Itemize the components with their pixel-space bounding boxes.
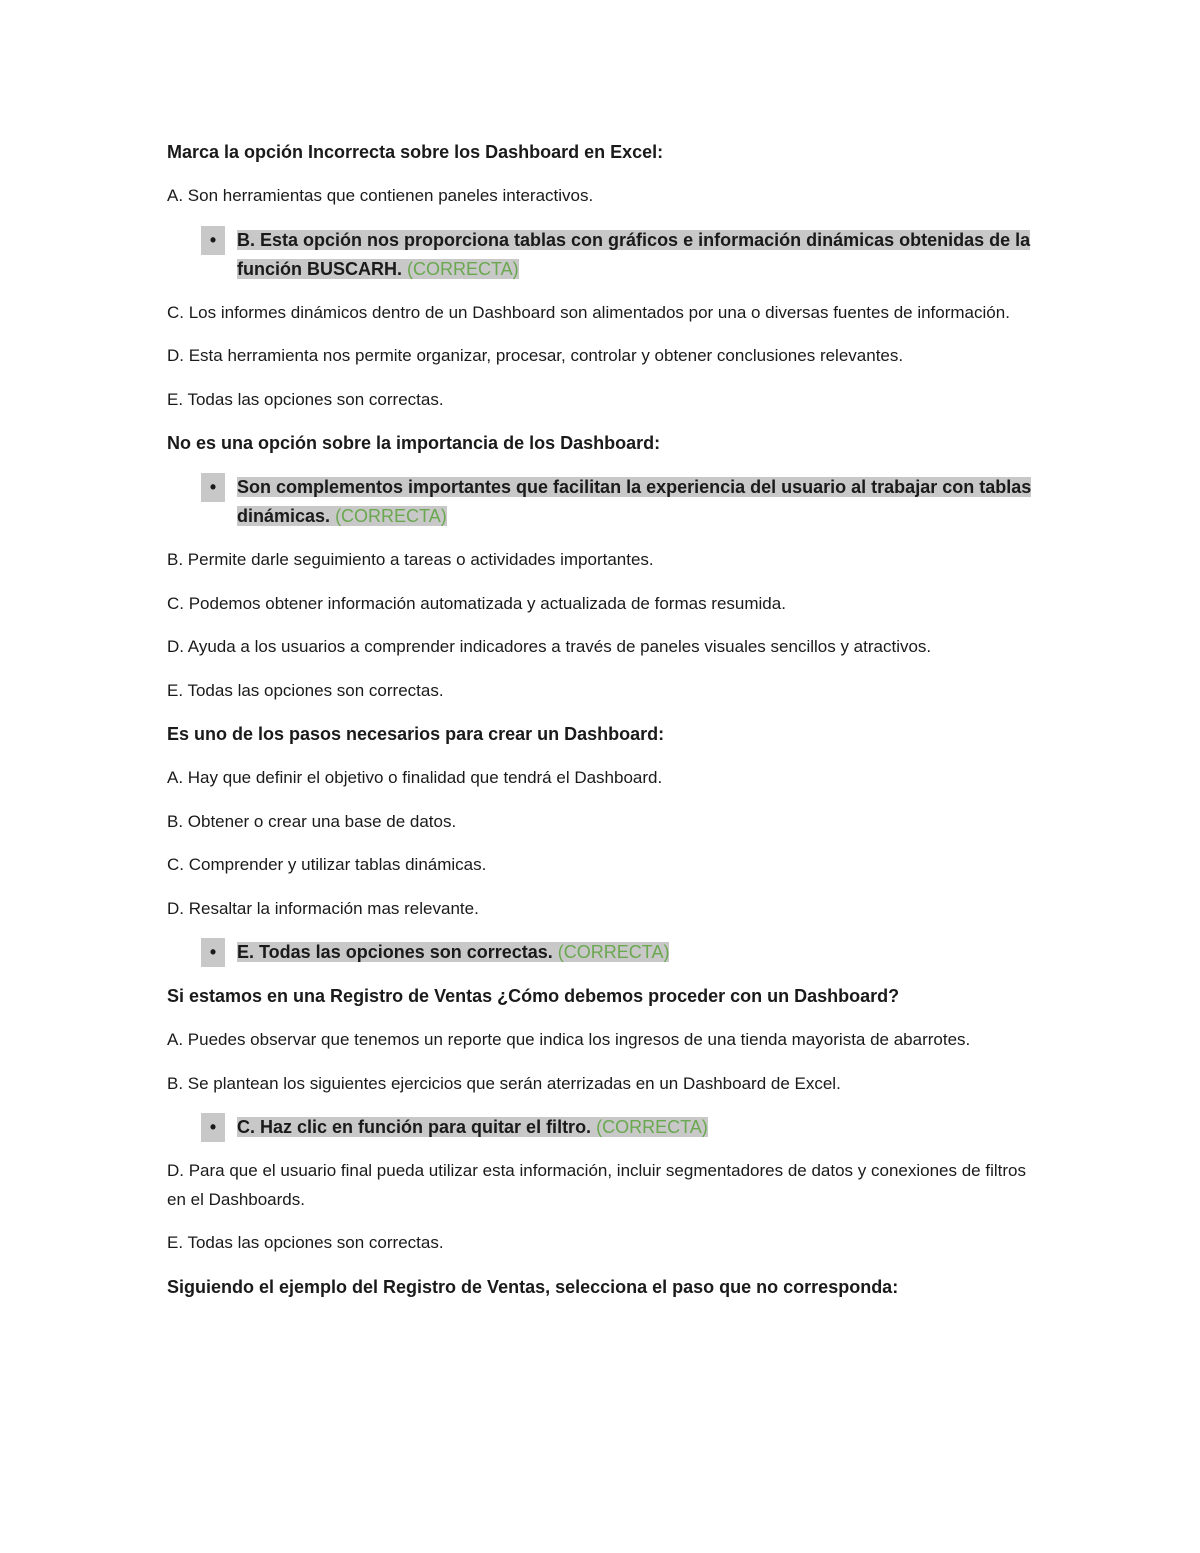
correct-tag: (CORRECTA) bbox=[407, 258, 519, 279]
q3-option-c: C. Comprender y utilizar tablas dinámicas. bbox=[167, 855, 487, 874]
bullet-icon: • bbox=[201, 226, 225, 255]
q2-option-b: B. Permite darle seguimiento a tareas o actividades importantes. bbox=[167, 550, 654, 569]
q2-option-c: C. Podemos obtener información automatizada y actualizada de formas resumida. bbox=[167, 593, 786, 613]
q2-option-a-correct bbox=[167, 473, 1037, 531]
q3-option-e-text: E. Todas las opciones son correctas. bbox=[237, 942, 553, 962]
q4-option-d: D. Para que el usuario final pueda utilizar esta información, incluir segmentadores de datos y conexiones de filtros en el Dashboards. bbox=[167, 1161, 1026, 1209]
correct-answer-highlight bbox=[237, 230, 1030, 279]
document-body bbox=[167, 138, 1037, 1317]
q3-option-b: B. Obtener o crear una base de datos. bbox=[167, 811, 457, 831]
correct-answer-highlight bbox=[237, 942, 669, 962]
question-5: Siguiendo el ejemplo del Registro de Ventas, selecciona el paso que no corresponda: bbox=[167, 1276, 899, 1297]
correct-tag: (CORRECTA) bbox=[335, 506, 447, 526]
question-4: Si estamos en una Registro de Ventas ¿Cómo debemos proceder con un Dashboard? bbox=[167, 986, 900, 1006]
q1-option-b-text: B. Esta opción nos proporciona tablas con gráficos e información dinámicas obtenidas de la función BUSCARH. bbox=[237, 229, 1031, 279]
q3-option-d: D. Resaltar la información mas relevante. bbox=[167, 898, 479, 918]
q4-option-b: B. Se plantean los siguientes ejercicios que serán aterrizadas en un Dashboard de Excel. bbox=[167, 1073, 841, 1093]
q1-option-a: A. Son herramientas que contienen paneles interactivos. bbox=[167, 186, 594, 205]
q4-option-c-text: C. Haz clic en función para quitar el filtro. bbox=[237, 1117, 592, 1137]
correct-answer-highlight bbox=[237, 477, 1031, 526]
q2-option-e: E. Todas las opciones son correctas. bbox=[167, 680, 444, 700]
q1-option-d: D. Esta herramienta nos permite organizar, procesar, controlar y obtener conclusiones relevantes. bbox=[167, 346, 904, 365]
correct-tag: (CORRECTA) bbox=[596, 1117, 708, 1137]
q2-option-d: D. Ayuda a los usuarios a comprender indicadores a través de paneles visuales sencillos y atractivos. bbox=[167, 637, 932, 656]
q2-option-a-text: Son complementos importantes que facilitan la experiencia del usuario al trabajar con tablas dinámicas. bbox=[237, 477, 1032, 526]
q4-option-e: E. Todas las opciones son correctas. bbox=[167, 1233, 444, 1252]
question-2: No es una opción sobre la importancia de los Dashboard: bbox=[167, 433, 661, 453]
q1-option-e: E. Todas las opciones son correctas. bbox=[167, 389, 444, 409]
correct-tag: (CORRECTA) bbox=[557, 942, 670, 962]
question-1: Marca la opción Incorrecta sobre los Dashboard en Excel: bbox=[167, 142, 664, 162]
q1-option-b-correct bbox=[167, 226, 1037, 284]
bullet-icon: • bbox=[201, 938, 225, 967]
q4-option-c-correct bbox=[167, 1113, 1037, 1142]
question-3: Es uno de los pasos necesarios para crear un Dashboard: bbox=[167, 724, 665, 744]
q4-option-a: A. Puedes observar que tenemos un reporte que indica los ingresos de una tienda mayorista de abarrotes. bbox=[167, 1030, 971, 1049]
bullet-icon: • bbox=[201, 473, 225, 502]
q1-option-c: C. Los informes dinámicos dentro de un Dashboard son alimentados por una o diversas fuentes de información. bbox=[167, 302, 1010, 322]
q3-option-a: A. Hay que definir el objetivo o finalidad que tendrá el Dashboard. bbox=[167, 768, 663, 787]
correct-answer-highlight bbox=[237, 1117, 708, 1137]
q3-option-e-correct bbox=[167, 938, 1037, 967]
bullet-icon: • bbox=[201, 1113, 225, 1142]
